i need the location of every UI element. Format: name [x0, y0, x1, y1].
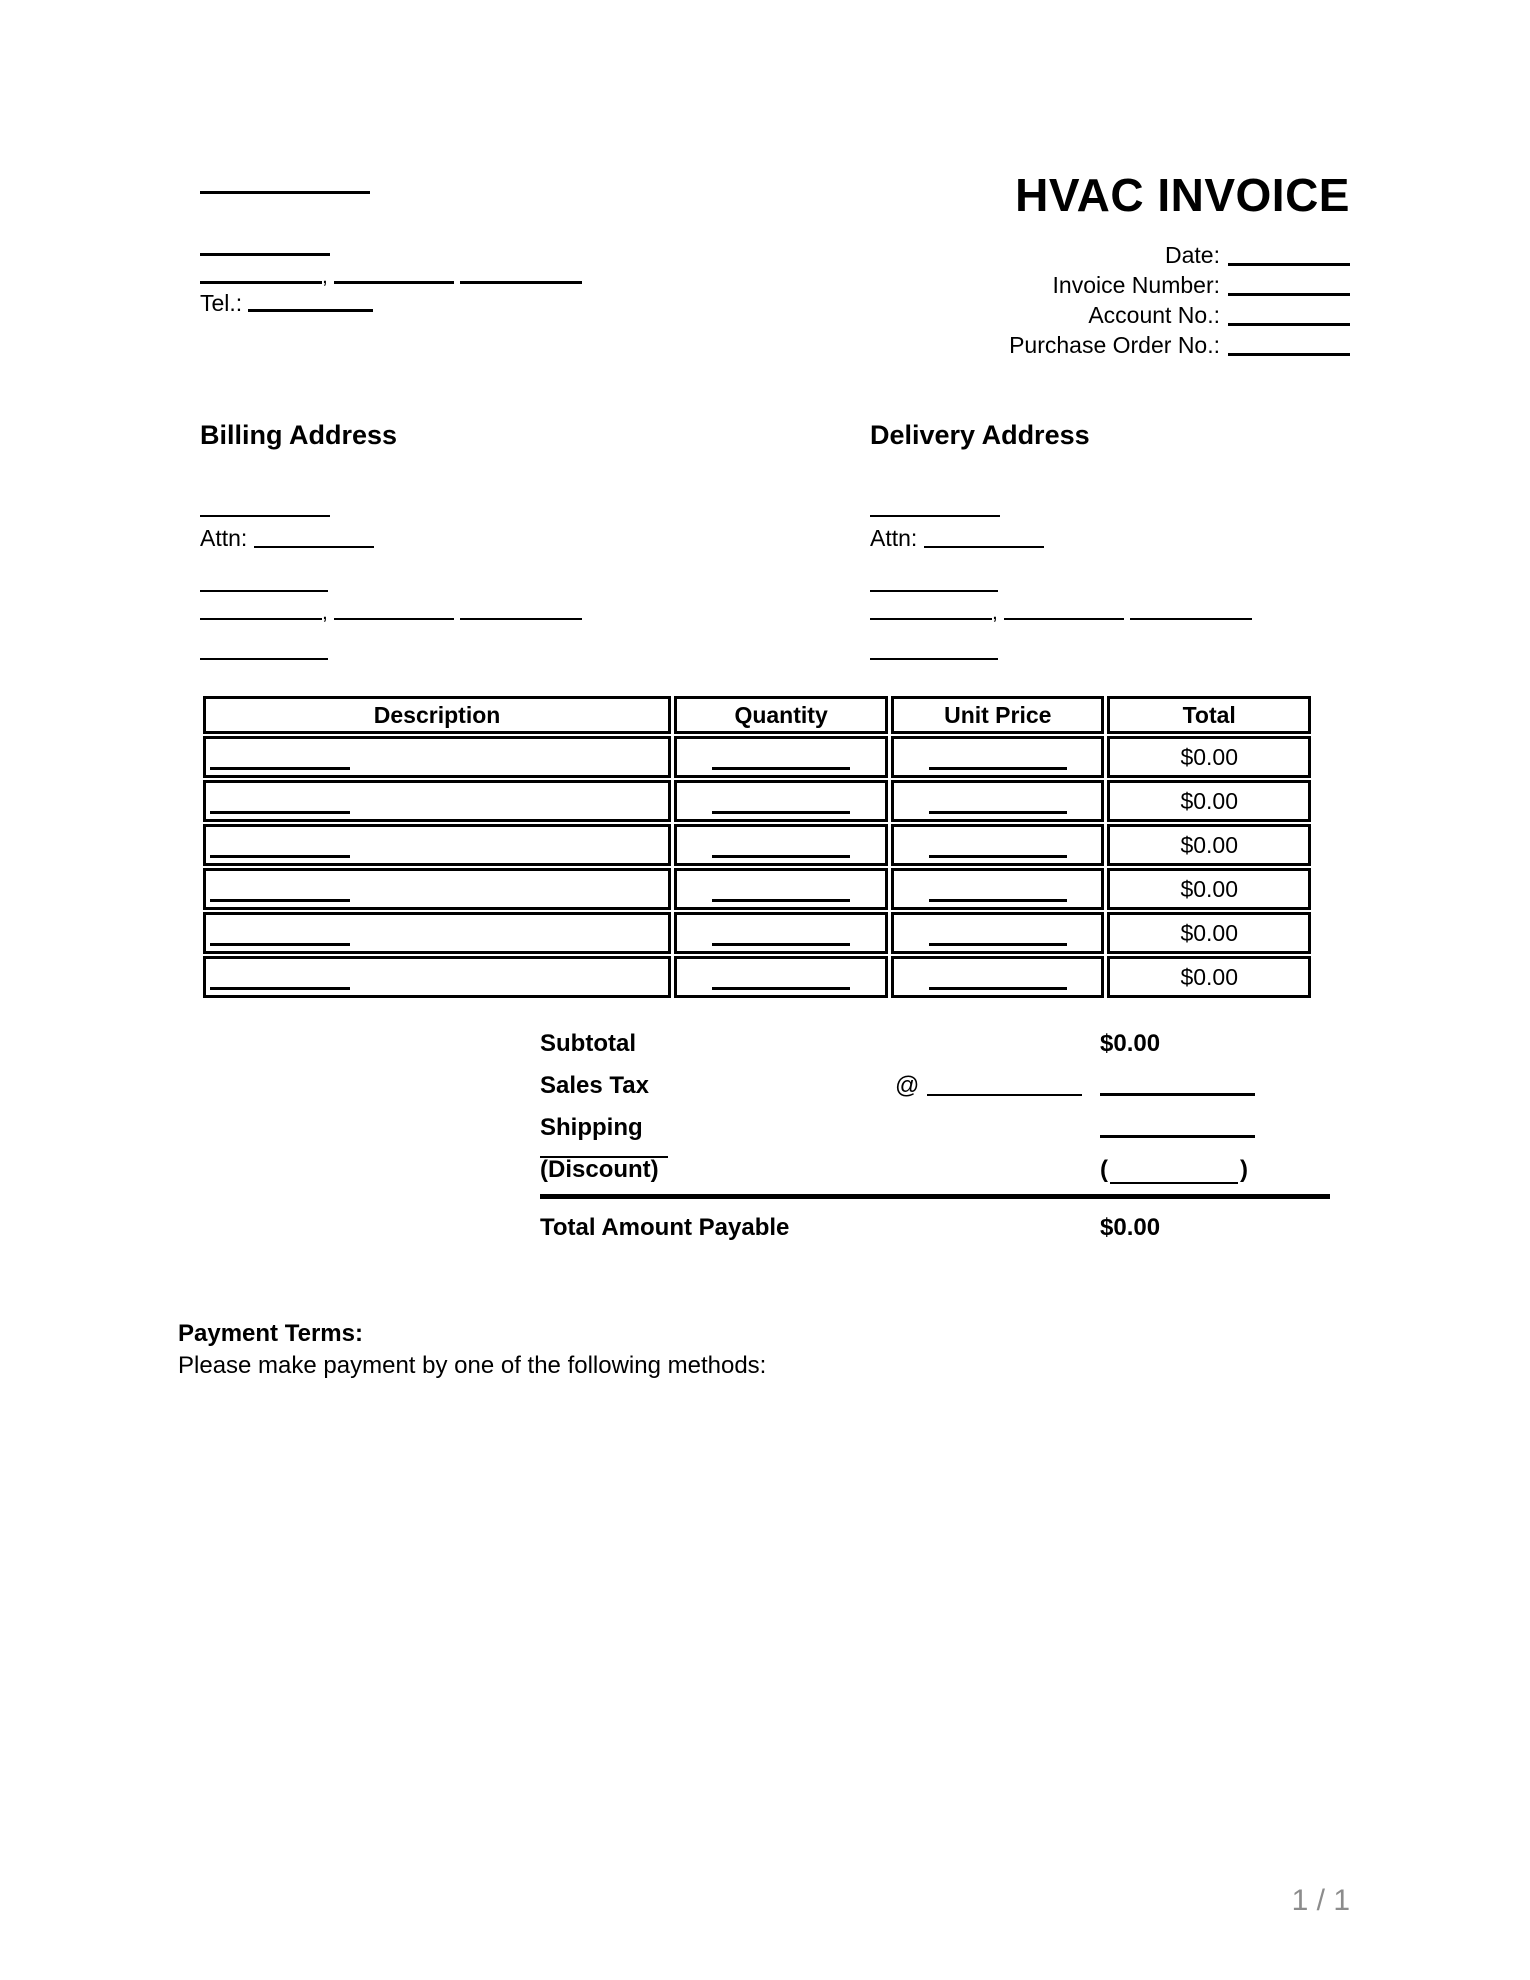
- totals-row-subtotal: [540, 1030, 1330, 1072]
- description-blank[interactable]: [210, 811, 350, 814]
- delivery-street-blank[interactable]: [870, 590, 998, 592]
- description-blank[interactable]: [210, 855, 350, 858]
- description-blank[interactable]: [210, 767, 350, 770]
- table-row: [203, 736, 1311, 778]
- cell-description[interactable]: [203, 868, 671, 910]
- sender-tel-blank[interactable]: [248, 309, 373, 312]
- sales-tax-label: Sales Tax: [540, 1072, 649, 1099]
- cell-total: $0.00: [1107, 956, 1311, 998]
- column-header-quantity: Quantity: [674, 696, 888, 734]
- cell-description[interactable]: [203, 824, 671, 866]
- table-row: [203, 912, 1311, 954]
- sender-zip-blank[interactable]: [460, 281, 582, 284]
- billing-street-line: [200, 578, 760, 596]
- shipping-value: [1100, 1114, 1255, 1142]
- sender-street-line: [200, 242, 720, 260]
- total-amount-payable-value: $0.00: [1100, 1214, 1161, 1241]
- sender-tel-line: [200, 290, 720, 316]
- cell-total: $0.00: [1107, 780, 1311, 822]
- meta-label-date: Date:: [1165, 242, 1220, 268]
- cell-unit-price[interactable]: [891, 824, 1104, 866]
- billing-comma: ,: [322, 601, 328, 624]
- billing-state-blank[interactable]: [334, 618, 454, 620]
- sales-tax-rate-group: [895, 1072, 1082, 1100]
- sender-company-blank[interactable]: [200, 191, 370, 194]
- cell-total: $0.00: [1107, 868, 1311, 910]
- description-blank[interactable]: [210, 899, 350, 902]
- unit-price-blank[interactable]: [929, 811, 1067, 814]
- totals-section: [540, 1030, 1330, 1258]
- delivery-attn-label: Attn:: [870, 525, 918, 551]
- unit-price-blank[interactable]: [929, 767, 1067, 770]
- sender-street-blank[interactable]: [200, 253, 330, 256]
- cell-unit-price[interactable]: [891, 956, 1104, 998]
- meta-row-purchase-order-no: [1009, 330, 1350, 360]
- payment-terms-body: Please make payment by one of the following methods:: [178, 1352, 767, 1379]
- delivery-company-blank[interactable]: [870, 515, 1000, 517]
- payment-terms-title: Payment Terms:: [178, 1320, 363, 1347]
- billing-company-line: [200, 503, 760, 521]
- meta-row-invoice-number: [1009, 270, 1350, 300]
- delivery-attn-blank[interactable]: [924, 546, 1044, 548]
- billing-city-blank[interactable]: [200, 618, 322, 620]
- delivery-city-line: [870, 602, 1430, 624]
- sales-tax-value: [1100, 1072, 1255, 1100]
- table-body: [203, 736, 1311, 998]
- quantity-blank[interactable]: [712, 767, 850, 770]
- discount-paren-open: (: [1100, 1156, 1108, 1183]
- table-row: [203, 824, 1311, 866]
- totals-row-total-amount-payable: [540, 1202, 1330, 1258]
- totals-row-sales-tax: [540, 1072, 1330, 1114]
- quantity-blank[interactable]: [712, 811, 850, 814]
- total-amount-payable-label: Total Amount Payable: [540, 1214, 790, 1241]
- column-header-total: Total: [1107, 696, 1311, 734]
- delivery-address-title: Delivery Address: [870, 420, 1090, 450]
- column-header-description: Description: [203, 696, 671, 734]
- delivery-street-line: [870, 578, 1430, 596]
- billing-extra-line: [200, 646, 760, 664]
- cell-quantity[interactable]: [674, 868, 888, 910]
- meta-label-purchase-order-no: Purchase Order No.:: [1009, 332, 1220, 358]
- cell-total: $0.00: [1107, 824, 1311, 866]
- sender-city-line: [200, 266, 720, 288]
- sales-tax-amount-blank[interactable]: [1100, 1093, 1255, 1096]
- invoice-header: [0, 169, 1530, 370]
- cell-quantity[interactable]: [674, 780, 888, 822]
- quantity-blank[interactable]: [712, 943, 850, 946]
- table-row: [203, 780, 1311, 822]
- cell-unit-price[interactable]: [891, 912, 1104, 954]
- cell-quantity[interactable]: [674, 736, 888, 778]
- totals-divider: [540, 1194, 1330, 1199]
- delivery-city-blank[interactable]: [870, 618, 992, 620]
- description-blank[interactable]: [210, 987, 350, 990]
- payment-terms-section: [178, 1320, 766, 1380]
- cell-description[interactable]: [203, 780, 671, 822]
- cell-total: $0.00: [1107, 912, 1311, 954]
- cell-unit-price[interactable]: [891, 868, 1104, 910]
- billing-attn-blank[interactable]: [254, 546, 374, 548]
- billing-company-blank[interactable]: [200, 515, 330, 517]
- delivery-address-block: [870, 420, 1430, 664]
- cell-quantity[interactable]: [674, 824, 888, 866]
- cell-description[interactable]: [203, 956, 671, 998]
- delivery-attn-line: [870, 525, 1430, 552]
- delivery-state-blank[interactable]: [1004, 618, 1124, 620]
- cell-description[interactable]: [203, 912, 671, 954]
- delivery-extra-line: [870, 646, 1430, 664]
- meta-value-date-blank[interactable]: [1228, 263, 1350, 266]
- cell-quantity[interactable]: [674, 956, 888, 998]
- billing-city-line: [200, 602, 760, 624]
- description-blank[interactable]: [210, 943, 350, 946]
- quantity-blank[interactable]: [712, 899, 850, 902]
- billing-address-title: Billing Address: [200, 420, 398, 450]
- meta-row-account-no: [1009, 300, 1350, 330]
- sender-state-blank[interactable]: [334, 281, 454, 284]
- sender-comma: ,: [322, 265, 328, 288]
- subtotal-value: $0.00: [1100, 1030, 1161, 1057]
- column-header-unit-price: Unit Price: [891, 696, 1104, 734]
- line-items-table: [200, 694, 1314, 1000]
- cell-description[interactable]: [203, 736, 671, 778]
- cell-quantity[interactable]: [674, 912, 888, 954]
- billing-attn-label: Attn:: [200, 525, 248, 551]
- meta-value-purchase-order-no-blank[interactable]: [1228, 353, 1350, 356]
- page-number: 1 / 1: [1291, 1884, 1350, 1917]
- totals-row-discount: [540, 1156, 1330, 1202]
- meta-value-invoice-number-blank[interactable]: [1228, 293, 1350, 296]
- shipping-label: Shipping: [540, 1114, 643, 1141]
- unit-price-blank[interactable]: [929, 899, 1067, 902]
- discount-paren-close: ): [1240, 1156, 1248, 1183]
- invoice-meta-block: [1009, 240, 1350, 360]
- quantity-blank[interactable]: [712, 987, 850, 990]
- meta-row-date: [1009, 240, 1350, 270]
- table-row: [203, 868, 1311, 910]
- cell-unit-price[interactable]: [891, 736, 1104, 778]
- discount-value: [1100, 1156, 1248, 1184]
- delivery-extra-blank[interactable]: [870, 658, 998, 660]
- billing-zip-blank[interactable]: [460, 618, 582, 620]
- unit-price-blank[interactable]: [929, 943, 1067, 946]
- sales-tax-at-symbol: @: [895, 1072, 920, 1099]
- table-header-row: [203, 696, 1311, 734]
- unit-price-blank[interactable]: [929, 987, 1067, 990]
- billing-extra-blank[interactable]: [200, 658, 328, 660]
- subtotal-label: Subtotal: [540, 1030, 636, 1057]
- billing-attn-line: [200, 525, 760, 552]
- sender-company-line: [200, 180, 720, 198]
- meta-value-account-no-blank[interactable]: [1228, 323, 1350, 326]
- shipping-amount-blank[interactable]: [1100, 1135, 1255, 1138]
- billing-address-block: [200, 420, 760, 664]
- unit-price-blank[interactable]: [929, 855, 1067, 858]
- meta-label-account-no: Account No.:: [1088, 302, 1220, 328]
- discount-amount-blank[interactable]: [1110, 1182, 1238, 1184]
- sender-tel-label: Tel.:: [200, 290, 243, 316]
- discount-label: (Discount): [540, 1156, 659, 1183]
- delivery-zip-blank[interactable]: [1130, 618, 1252, 620]
- page-title: HVAC INVOICE: [1015, 169, 1350, 221]
- cell-unit-price[interactable]: [891, 780, 1104, 822]
- meta-label-invoice-number: Invoice Number:: [1052, 272, 1220, 298]
- sender-city-blank[interactable]: [200, 281, 322, 284]
- delivery-company-line: [870, 503, 1430, 521]
- sales-tax-rate-blank[interactable]: [927, 1094, 1082, 1096]
- sender-block: [200, 180, 720, 316]
- table-row: [203, 956, 1311, 998]
- quantity-blank[interactable]: [712, 855, 850, 858]
- delivery-comma: ,: [992, 601, 998, 624]
- cell-total: $0.00: [1107, 736, 1311, 778]
- billing-street-blank[interactable]: [200, 590, 328, 592]
